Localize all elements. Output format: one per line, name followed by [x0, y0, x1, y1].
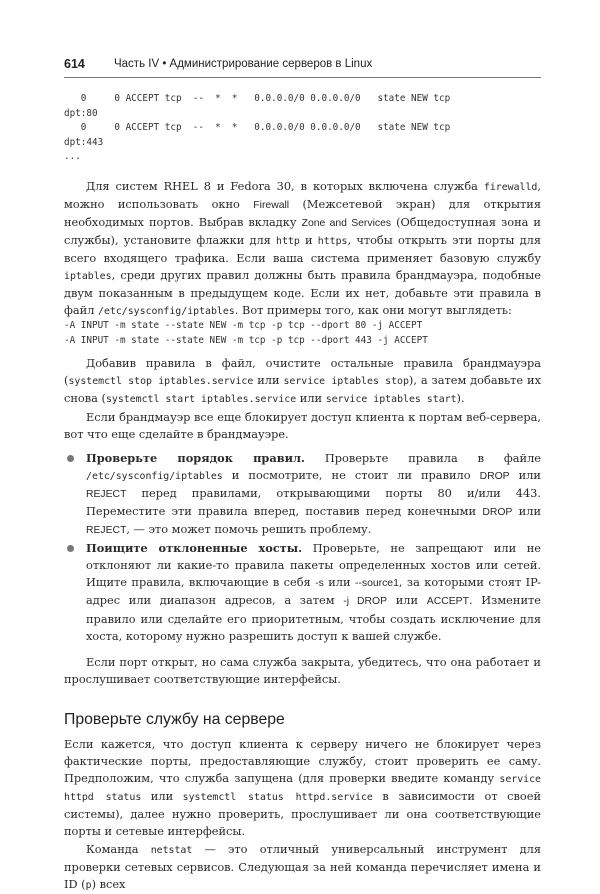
inline-code: -s: [315, 578, 324, 590]
inline-code: http: [276, 235, 300, 247]
inline-code: --source1: [354, 578, 399, 590]
inline-code: DROP: [482, 507, 513, 518]
inline-code: systemctl status httpd.service: [182, 792, 373, 804]
inline-code: systemctl stop iptables.service: [68, 376, 254, 388]
inline-code: https: [317, 235, 348, 247]
paragraph-port-open: Если порт открыт, но сама служба закрыта, убедитесь, что она работает и прослушивает соответствующие интерфейсы.: [64, 654, 541, 686]
page-number: 614: [64, 57, 85, 71]
code-line: 0 0 ACCEPT tcp -- * * 0.0.0.0/0 0.0.0.0/0 state NEW tcp: [64, 93, 451, 104]
code-block-iptables-rules: [64, 319, 541, 348]
tips-list: [64, 450, 541, 645]
code-line: dpt:80: [64, 107, 98, 119]
section-heading: Проверьте службу на сервере: [64, 710, 285, 728]
ui-term: Firewall: [253, 199, 290, 211]
inline-code: service iptables start: [325, 394, 457, 406]
list-item-rule-order: Проверьте порядок правил. Проверьте правила в файле /etc/sysconfig/iptables и посмотрите, не стоит ли правило DROP или REJECT перед правилами, открывающими порты 80 и/или 443. Переместите эти правила вперед, поставив перед конечными DROP или REJECT, — это может помочь решить проблему.: [64, 450, 541, 539]
inline-code: service httpd status: [64, 774, 541, 804]
bullet-icon: [67, 455, 74, 462]
inline-code: firewalld: [483, 181, 538, 193]
page-header: [64, 55, 541, 78]
paragraph-reload-rules: Добавив правила в файл, очистите остальные правила брандмауэра (systemctl stop iptables.service или service iptables stop), а затем добавьте их снова (systemctl start iptables.service или service iptables start).: [64, 356, 541, 406]
code-block-iptables-output: [64, 92, 541, 165]
inline-code: /etc/sysconfig/iptables: [86, 470, 223, 482]
inline-code: ACCEPT: [426, 596, 469, 608]
ui-term: Zone and Services: [301, 217, 392, 229]
inline-code: /etc/sysconfig/iptables: [98, 306, 235, 318]
code-line: -A INPUT -m state --state NEW -m tcp -p tcp --dport 80 -j ACCEPT: [64, 320, 423, 332]
inline-code: REJECT: [86, 525, 127, 537]
inline-code: -j DROP: [343, 596, 388, 608]
page-content: [64, 92, 541, 894]
list-item-title: Проверьте порядок правил.: [86, 450, 305, 465]
code-line: 0 0 ACCEPT tcp -- * * 0.0.0.0/0 0.0.0.0/0 state NEW tcp: [64, 122, 451, 133]
inline-code: netstat: [150, 844, 193, 856]
paragraph-still-blocked: Если брандмауэр все еще блокирует доступ клиента к портам веб-сервера, вот что еще сделайте в брандмауэре.: [64, 409, 541, 441]
running-head: Часть IV • Администрирование серверов в Linux: [114, 58, 373, 70]
list-item-title: Поищите отклоненные хосты.: [86, 541, 303, 556]
inline-code: DROP: [479, 470, 510, 482]
paragraph-check-service: Если кажется, что доступ клиента к серверу ничего не блокирует через фактические порты, предоставляющие службу, стоит проверить ее саму. Предположим, что служба запущена (для проверки введите команду service httpd status или systemctl status httpd.service в зависимости от своей системы), далее нужно проверить, прослушивает ли она соответствующие порты и сетевые интерфейсы.: [64, 736, 542, 839]
code-line: ...: [64, 151, 81, 162]
code-line: dpt:443: [64, 136, 104, 148]
inline-code: REJECT: [86, 488, 127, 500]
bullet-icon: [67, 545, 74, 552]
inline-code: p: [85, 879, 92, 891]
paragraph-firewall: Для систем RHEL 8 и Fedora 30, в которых включена служба firewalld, можно использовать окно Firewall (Межсетевой экран) для открытия необходимых портов. Выбрав вкладку Zone and Services (Общедоступная зона и службы), установите флажки для http и https, чтобы открыть эти порты для всего входящего трафика. Если ваша система применяет базовую службу iptables, среди других правил должны быть правила брандмауэра, подобные двум показанным в предыдущем коде. Если их нет, добавьте эти правила в файл /etc/sysconfig/iptables. Вот примеры того, как они могут выглядеть:: [64, 178, 542, 318]
inline-code: systemctl start iptables.service: [105, 394, 297, 406]
inline-code: iptables: [64, 270, 112, 282]
inline-code: service iptables stop: [283, 376, 409, 388]
code-line: -A INPUT -m state --state NEW -m tcp -p tcp --dport 443 -j ACCEPT: [64, 334, 428, 346]
paragraph-netstat: Команда netstat — это отличный универсальный инструмент для проверки сетевых сервисов. Следующая за ней команда перечисляет имена и ID (p) всех: [64, 841, 541, 891]
list-item-rejected-hosts: Поищите отклоненные хосты. Проверьте, не запрещают или не отклоняют ли какие-то правила пакеты определенных хостов или сетей. Ищите правила, включающие в себя -s или --source1, за которыми стоят IP-адрес или диапазон адресов, а затем -j DROP или ACCEPT. Измените правило или сделайте его приоритетным, чтобы создать исключение для хоста, которому нужно разрешить доступ к вашей службе.: [64, 540, 541, 645]
